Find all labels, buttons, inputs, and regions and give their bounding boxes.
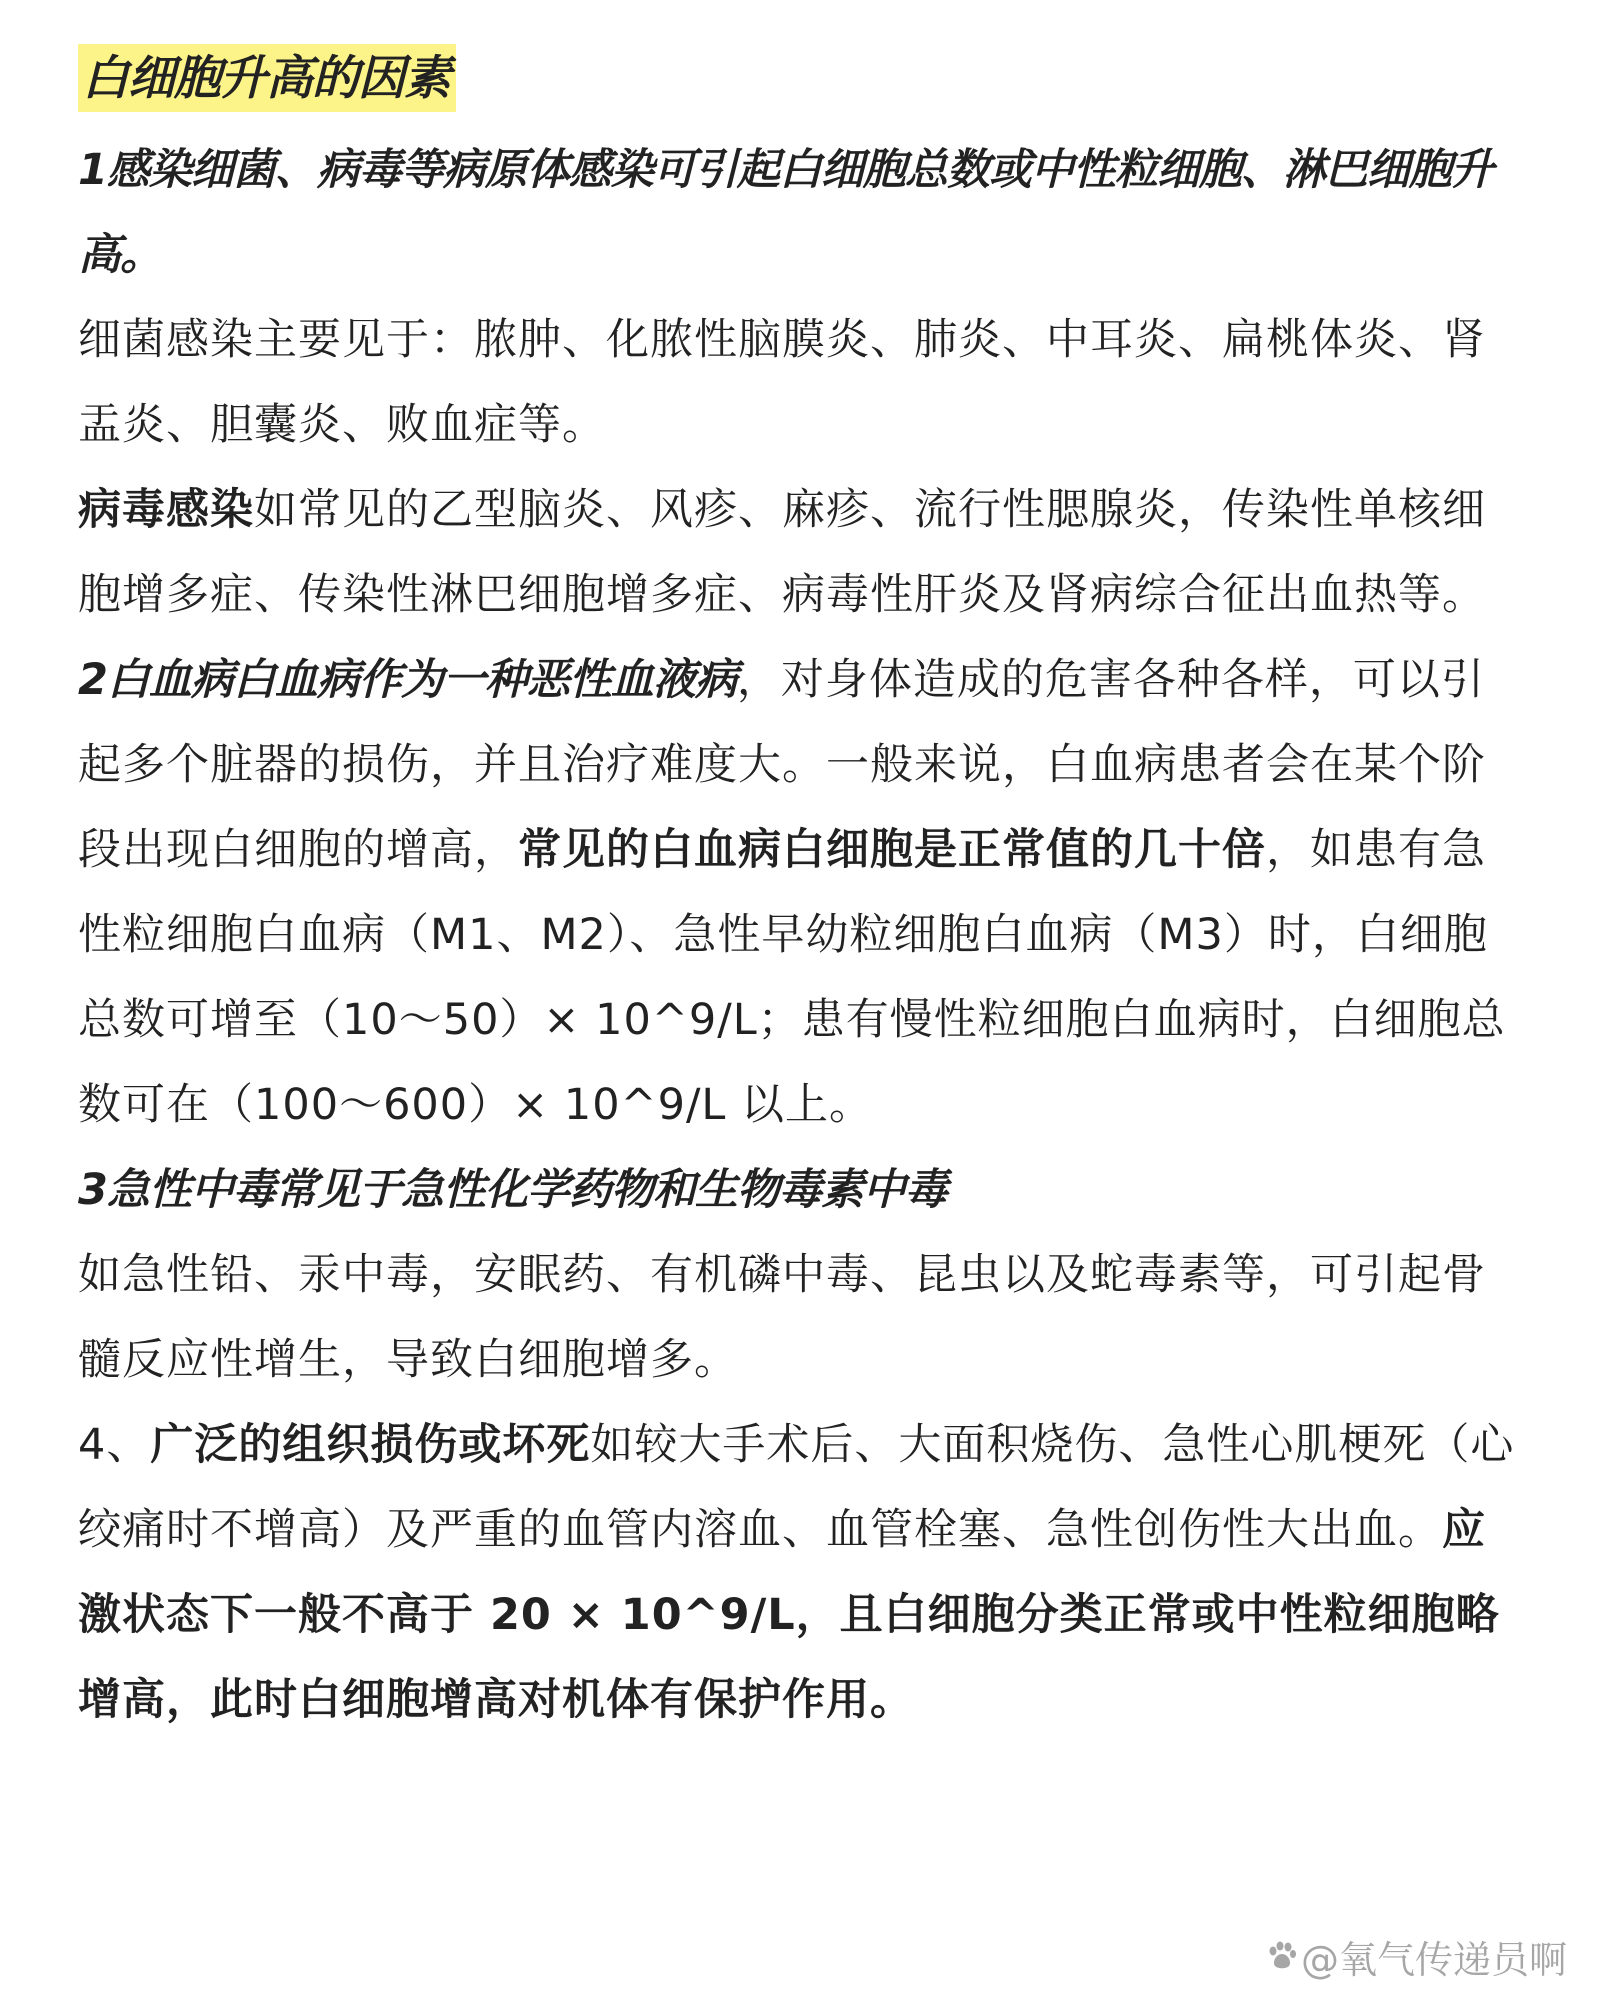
section-4-paragraph	[78, 1403, 1523, 1743]
watermark	[1265, 1929, 1567, 1984]
paw-icon	[1265, 1938, 1299, 1982]
section-2-text-2: ，如患有急性粒细胞白血病（M1、M2）、急性早幼粒细胞白血病（M3）时，白细胞总数可增至（10～50）× 10^9/L；患有慢性粒细胞白血病时，白细胞总数可在（100～600）× 10^9/L 以上。	[78, 825, 1506, 1130]
section-1-heading: 1感染细菌、病毒等病原体感染可引起白细胞总数或中性粒细胞、淋巴细胞升高。	[78, 145, 1493, 280]
section-2-text-1: ，对身体造成的危害各种各样，可以引起多个脏器的损伤，并且治疗难度大。一般来说，白血病患者会在某个阶段出现白细胞的增高，	[78, 655, 1486, 875]
watermark-text: @氧气传递员啊	[1300, 1938, 1567, 1982]
section-4-bold-2: 应激状态下一般不高于 20 × 10^9/L，且白细胞分类正常或中性粒细胞略增高，此时白细胞增高对机体有保护作用。	[78, 1505, 1500, 1725]
section-3-heading: 3急性中毒常见于急性化学药物和生物毒素中毒	[78, 1165, 947, 1215]
section-4-text-1: 如较大手术后、大面积烧伤、急性心肌梗死（心绞痛时不增高）及严重的血管内溶血、血管栓塞、急性创伤性大出血。	[78, 1420, 1515, 1555]
viral-infection-label: 病毒感染	[78, 485, 254, 535]
article	[78, 44, 1523, 1743]
article-title: 白细胞升高的因素	[78, 44, 456, 112]
section-2-bold: 常见的白血病白细胞是正常值的几十倍	[518, 825, 1266, 875]
section-2-paragraph	[78, 638, 1523, 1148]
section-3-text: 如急性铅、汞中毒，安眠药、有机磷中毒、昆虫以及蛇毒素等，可引起骨髓反应性增生，导致白细胞增多。	[78, 1250, 1486, 1385]
section-4-bold-1: 广泛的组织损伤或坏死	[150, 1420, 591, 1470]
section-4-number: 4、	[78, 1420, 151, 1470]
section-2-heading: 2白血病白血病作为一种恶性血液病	[78, 655, 737, 705]
section-1-bacterial-text: 细菌感染主要见于：脓肿、化脓性脑膜炎、肺炎、中耳炎、扁桃体炎、肾盂炎、胆囊炎、败血症等。	[78, 315, 1486, 450]
viral-infection-text: 如常见的乙型脑炎、风疹、麻疹、流行性腮腺炎，传染性单核细胞增多症、传染性淋巴细胞增多症、病毒性肝炎及肾病综合征出血热等。	[78, 485, 1486, 620]
section-1-viral-paragraph	[78, 468, 1523, 638]
